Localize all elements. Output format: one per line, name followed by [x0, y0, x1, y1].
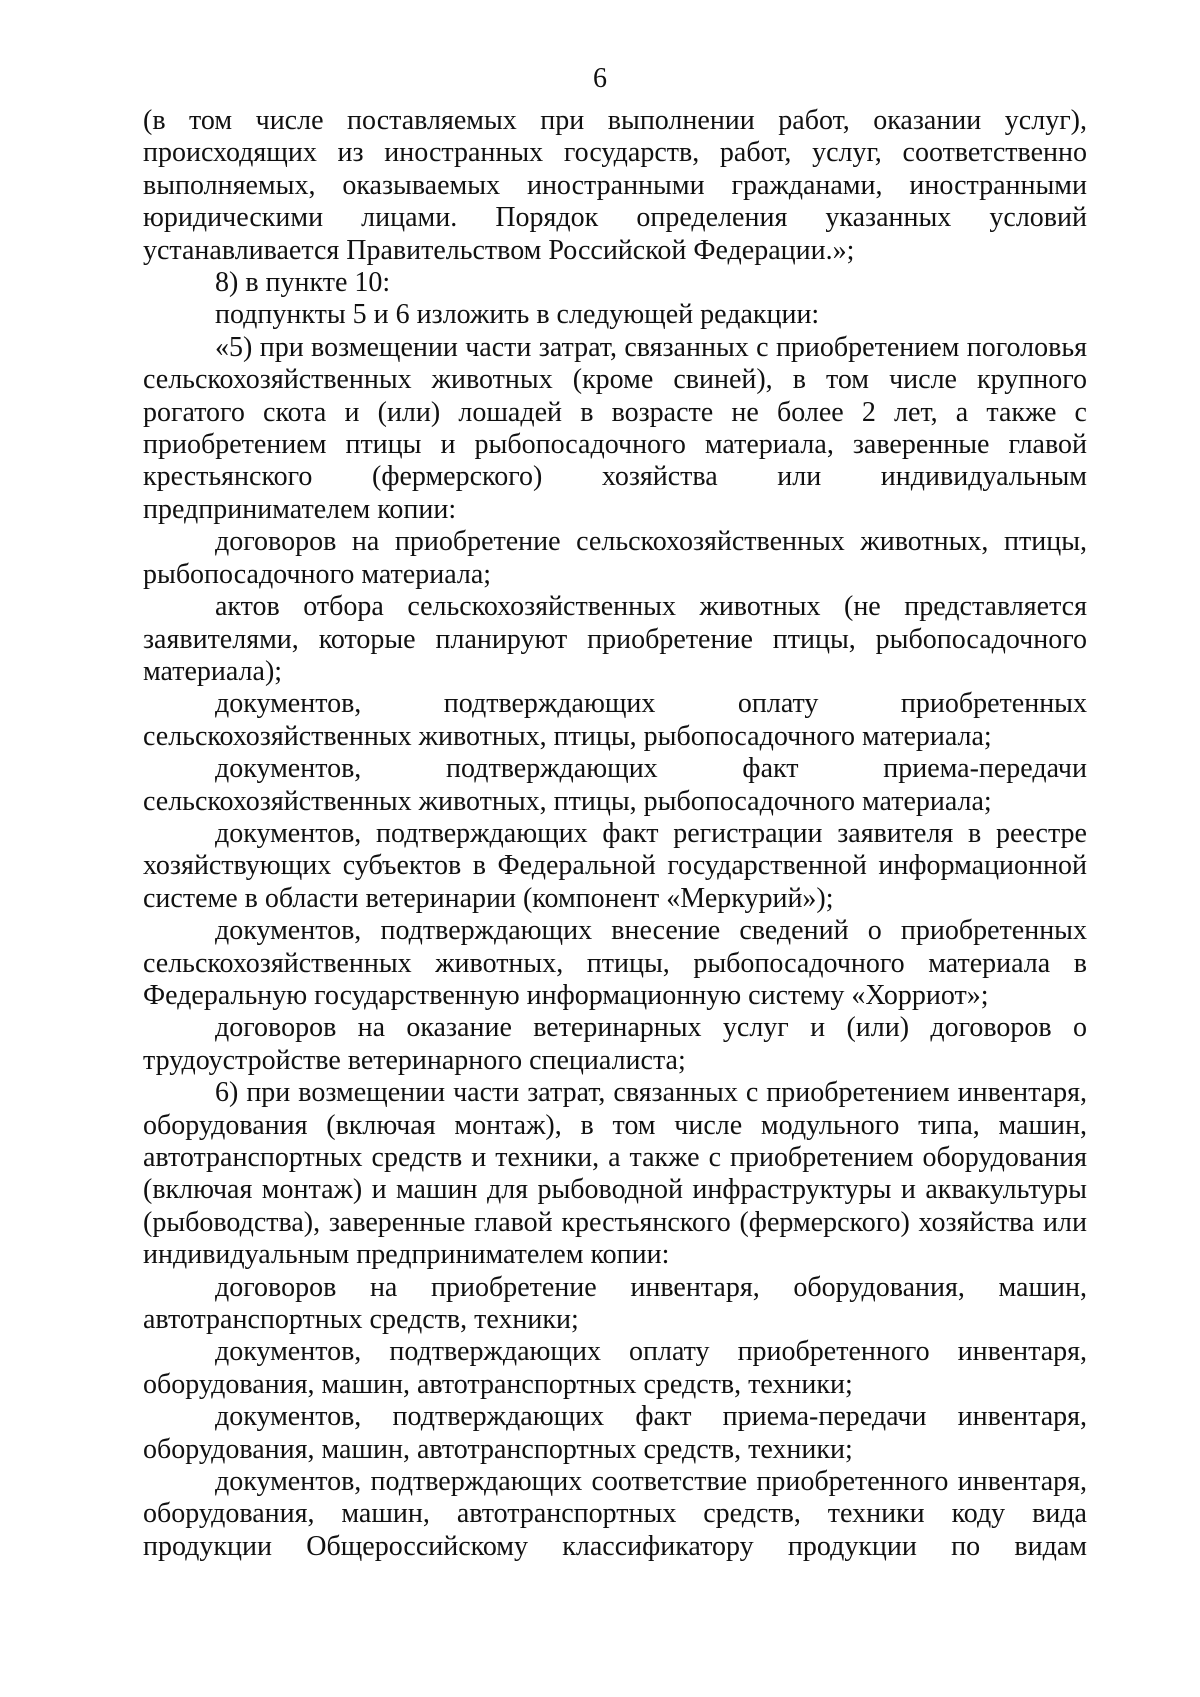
paragraph-list-item: документов, подтверждающих оплату приобретенных сельскохозяйственных животных, птицы, рыбопосадочного материала; — [143, 688, 1087, 752]
paragraph-list-item: документов, подтверждающих внесение сведений о приобретенных сельскохозяйственных животных, птицы, рыбопосадочного материала в Федеральную государственную информационную систему «Хорриот»; — [143, 915, 1087, 1011]
paragraph-subpoint-6: 6) при возмещении части затрат, связанных с приобретением инвентаря, оборудования (включая монтаж), в том числе модульного типа, машин, автотранспортных средств и техники, а также с приобретением оборудования (включая монтаж) и машин для рыбоводной инфраструктуры и аквакультуры (рыбоводства), заверенные главой крестьянского (фермерского) хозяйства или индивидуальным предпринимателем копии: — [143, 1077, 1087, 1271]
paragraph-list-item: договоров на приобретение сельскохозяйственных животных, птицы, рыбопосадочного материала; — [143, 526, 1087, 590]
paragraph-list-item: документов, подтверждающих факт приема-передачи сельскохозяйственных животных, птицы, рыбопосадочного материала; — [143, 753, 1087, 817]
paragraph-subpoint-5: «5) при возмещении части затрат, связанных с приобретением поголовья сельскохозяйственных животных (кроме свиней), в том числе крупного рогатого скота и (или) лошадей в возрасте не более 2 лет, а также с приобретением птицы и рыбопосадочного материала, заверенные главой крестьянского (фермерского) хозяйства или индивидуальным предпринимателем копии: — [143, 331, 1087, 525]
paragraph-continuation: (в том числе поставляемых при выполнении работ, оказании услуг), происходящих из иностранных государств, работ, услуг, соответственно выполняемых, оказываемых иностранными гражданами, иностранными юридическими лицами. Порядок определения указанных условий устанавливается Правительством Российской Федерации.»; — [143, 105, 1087, 266]
paragraph-subpoints-intro: подпункты 5 и 6 изложить в следующей редакции: — [215, 299, 820, 331]
paragraph-list-item: документов, подтверждающих соответствие приобретенного инвентаря, оборудования, машин, автотранспортных средств, техники коду вида продукции Общероссийскому классификатору продукции по видам — [143, 1466, 1087, 1562]
paragraph-list-item: документов, подтверждающих факт приема-передачи инвентаря, оборудования, машин, автотранспортных средств, техники; — [143, 1401, 1087, 1465]
paragraph-list-item: договоров на приобретение инвентаря, оборудования, машин, автотранспортных средств, техники; — [143, 1271, 1087, 1336]
paragraph-list-item: документов, подтверждающих оплату приобретенного инвентаря, оборудования, машин, автотранспортных средств, техники; — [143, 1336, 1087, 1400]
document-body — [143, 105, 1087, 1563]
paragraph-list-item: договоров на оказание ветеринарных услуг и (или) договоров о трудоустройстве ветеринарного специалиста; — [143, 1012, 1087, 1076]
page-number: 6 — [593, 63, 607, 94]
paragraph-list-item: актов отбора сельскохозяйственных животных (не представляется заявителями, которые планируют приобретение птицы, рыбопосадочного материала); — [143, 591, 1087, 687]
paragraph-item-8: 8) в пункте 10: — [215, 267, 391, 299]
paragraph-list-item: документов, подтверждающих факт регистрации заявителя в реестре хозяйствующих субъектов в Федеральной государственной информационной системе в области ветеринарии (компонент «Меркурий»); — [143, 817, 1087, 914]
